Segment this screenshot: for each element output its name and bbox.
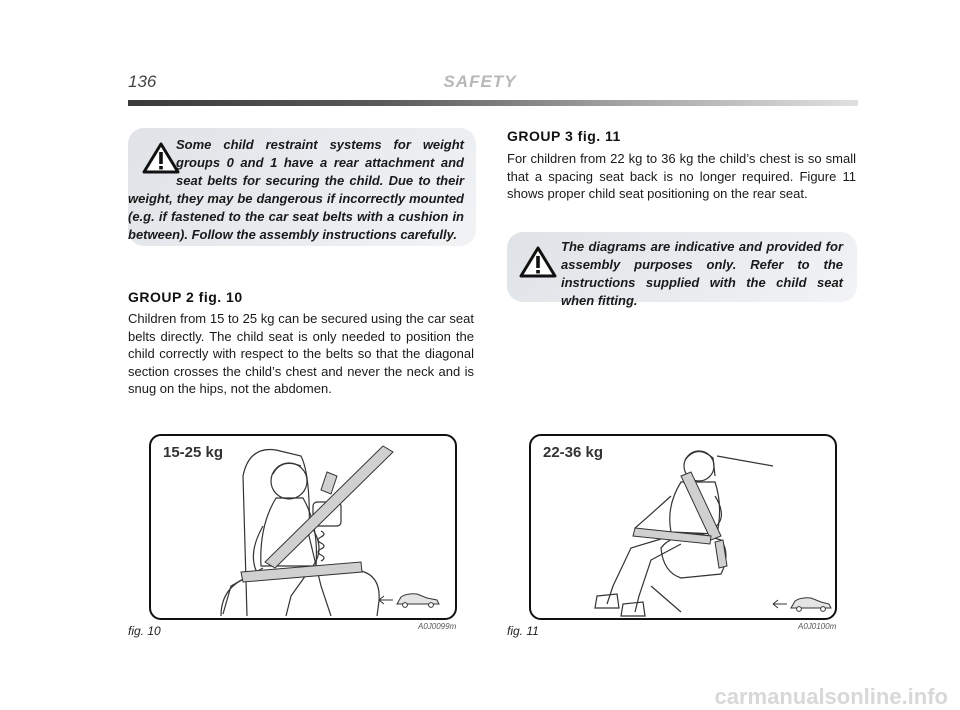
figure-11 <box>529 434 837 620</box>
warning-text-left <box>128 136 464 244</box>
group3-text: For children from 22 kg to 36 kg the child’s chest is so small that a spacing seat back is no longer required. Figure 11 shows proper child seat positioning on the rear seat. <box>507 151 856 202</box>
warning-box-left <box>128 128 476 246</box>
warning-text-right: The diagrams are indicative and provided for assembly purposes only. Refer to the instructions supplied with the child seat when fitting. <box>561 239 843 308</box>
child-seat-illustration <box>151 436 455 618</box>
warning-box-right <box>507 232 857 308</box>
group3-heading: GROUP 3 fig. 11 <box>507 128 621 144</box>
car-direction-icon <box>773 598 831 612</box>
header-rule <box>128 100 858 106</box>
figure-11-weight-label: 22-36 kg <box>543 444 604 461</box>
figure-11-caption: fig. 11 <box>507 624 539 638</box>
group2-text: Children from 15 to 25 kg can be secured using the car seat belts directly. The child seat is only needed to position the child correctly with respect to the belts so that the diagonal section crosses the child’s chest and never the neck and is snug on the hips, not the abdomen. <box>128 311 474 397</box>
section-title: SAFETY <box>443 72 517 91</box>
warning-text-left-content: Some child restraint systems for weight groups 0 and 1 have a rear attachment and seat belts for securing the child. Due to their weight, they may be dangerous if incorrectly mounted (e.g. if fastened to the car seat belts with a cushion in between). Follow the assembly instructions carefully. <box>128 137 464 242</box>
figure-10-caption: fig. 10 <box>128 624 161 638</box>
group2-heading: GROUP 2 fig. 10 <box>128 289 243 305</box>
page-number: 136 <box>128 72 157 91</box>
figure-10-weight-label: 15-25 kg <box>163 444 224 461</box>
figure-11-code: A0J0100m <box>798 622 837 631</box>
footer-watermark[interactable]: carmanualsonline.info <box>714 684 948 709</box>
child-seat-illustration <box>531 436 835 618</box>
figure-10-code: A0J0099m <box>418 622 457 631</box>
car-direction-icon <box>379 594 439 608</box>
figure-10 <box>149 434 457 620</box>
warning-triangle-icon <box>519 246 557 278</box>
